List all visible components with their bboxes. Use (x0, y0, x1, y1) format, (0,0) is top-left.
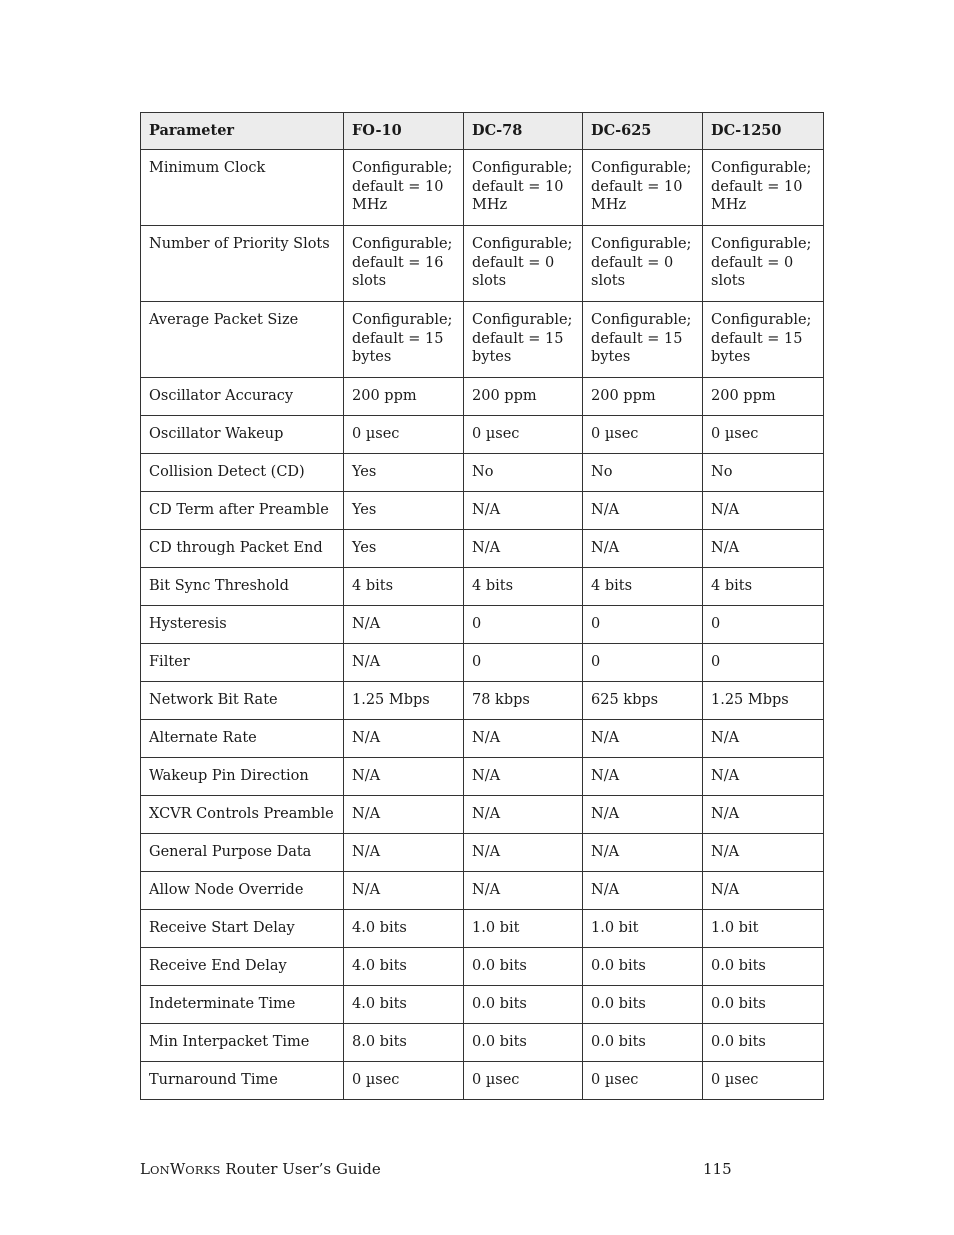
parameter-name-cell: Receive End Delay (141, 948, 344, 986)
table-header-row (141, 113, 824, 150)
parameter-name-cell: Min Interpacket Time (141, 1024, 344, 1062)
value-cell: N/A (464, 872, 583, 910)
value-cell: Configurable; default = 10 MHz (583, 150, 703, 226)
value-cell: N/A (703, 530, 824, 568)
table-row (141, 302, 824, 378)
value-cell: 0 (583, 644, 703, 682)
value-cell: Configurable; default = 10 MHz (344, 150, 464, 226)
value-cell: 200 ppm (464, 378, 583, 416)
value-cell: 0.0 bits (464, 1024, 583, 1062)
header-cell: FO-10 (344, 113, 464, 150)
value-cell: 0 (464, 644, 583, 682)
value-cell: 0.0 bits (583, 948, 703, 986)
value-cell: N/A (344, 834, 464, 872)
table-row (141, 834, 824, 872)
value-cell: 0 µsec (703, 1062, 824, 1100)
parameter-name-cell: Receive Start Delay (141, 910, 344, 948)
table-row (141, 416, 824, 454)
footer-guide-title (140, 1160, 381, 1178)
table-row (141, 644, 824, 682)
value-cell: Configurable; default = 10 MHz (464, 150, 583, 226)
value-cell: N/A (464, 758, 583, 796)
value-cell: 200 ppm (344, 378, 464, 416)
parameter-name-cell: Filter (141, 644, 344, 682)
value-cell: 0 µsec (464, 416, 583, 454)
table-row (141, 606, 824, 644)
value-cell: 4 bits (344, 568, 464, 606)
parameter-name-cell: General Purpose Data (141, 834, 344, 872)
value-cell: Configurable; default = 15 bytes (344, 302, 464, 378)
table-row (141, 1062, 824, 1100)
value-cell: 0 (583, 606, 703, 644)
table-row (141, 758, 824, 796)
parameter-name-cell: Indeterminate Time (141, 986, 344, 1024)
value-cell: 0 µsec (583, 416, 703, 454)
value-cell: 0 µsec (344, 1062, 464, 1100)
header-cell: DC-1250 (703, 113, 824, 150)
footer-title-rest: Router User’s Guide (220, 1160, 381, 1178)
value-cell: 200 ppm (583, 378, 703, 416)
parameter-name-cell: Bit Sync Threshold (141, 568, 344, 606)
table-row (141, 910, 824, 948)
value-cell: N/A (703, 796, 824, 834)
value-cell: 0 µsec (703, 416, 824, 454)
value-cell: N/A (703, 834, 824, 872)
table-row (141, 720, 824, 758)
parameter-name-cell: Network Bit Rate (141, 682, 344, 720)
value-cell: 1.0 bit (464, 910, 583, 948)
header-cell: Parameter (141, 113, 344, 150)
value-cell: 0 (703, 606, 824, 644)
table-row (141, 378, 824, 416)
parameter-name-cell: Oscillator Accuracy (141, 378, 344, 416)
value-cell: 0 µsec (464, 1062, 583, 1100)
table-row (141, 492, 824, 530)
value-cell: N/A (344, 644, 464, 682)
parameter-name-cell: Hysteresis (141, 606, 344, 644)
value-cell: No (583, 454, 703, 492)
table-row (141, 150, 824, 226)
value-cell: Yes (344, 492, 464, 530)
value-cell: 1.25 Mbps (703, 682, 824, 720)
value-cell: N/A (703, 758, 824, 796)
value-cell: N/A (344, 796, 464, 834)
value-cell: N/A (583, 872, 703, 910)
value-cell: 625 kbps (583, 682, 703, 720)
parameter-name-cell: XCVR Controls Preamble (141, 796, 344, 834)
value-cell: 4 bits (464, 568, 583, 606)
value-cell: Configurable; default = 15 bytes (583, 302, 703, 378)
value-cell: N/A (464, 834, 583, 872)
parameter-name-cell: Allow Node Override (141, 872, 344, 910)
value-cell: 0 µsec (344, 416, 464, 454)
table-row (141, 1024, 824, 1062)
value-cell: N/A (344, 872, 464, 910)
parameter-name-cell: Alternate Rate (141, 720, 344, 758)
value-cell: N/A (583, 530, 703, 568)
value-cell: Configurable; default = 0 slots (464, 226, 583, 302)
value-cell: 0.0 bits (464, 986, 583, 1024)
value-cell: Configurable; default = 15 bytes (703, 302, 824, 378)
value-cell: N/A (583, 492, 703, 530)
value-cell: 4 bits (703, 568, 824, 606)
value-cell: 1.0 bit (703, 910, 824, 948)
footer-brand-orks: ORKS (185, 1163, 221, 1177)
value-cell: 4.0 bits (344, 986, 464, 1024)
value-cell: N/A (344, 606, 464, 644)
transceiver-parameters-table (140, 112, 824, 1100)
footer-brand-on: ON (149, 1163, 170, 1177)
header-cell: DC-78 (464, 113, 583, 150)
table-row (141, 530, 824, 568)
footer-brand-l: L (140, 1160, 150, 1178)
table-row (141, 568, 824, 606)
parameter-name-cell: Average Packet Size (141, 302, 344, 378)
value-cell: N/A (344, 758, 464, 796)
table-row (141, 948, 824, 986)
value-cell: Configurable; default = 0 slots (583, 226, 703, 302)
value-cell: 4.0 bits (344, 948, 464, 986)
value-cell: 1.25 Mbps (344, 682, 464, 720)
value-cell: N/A (703, 872, 824, 910)
value-cell: 0.0 bits (703, 1024, 824, 1062)
value-cell: 78 kbps (464, 682, 583, 720)
value-cell: 0 µsec (583, 1062, 703, 1100)
value-cell: N/A (464, 530, 583, 568)
value-cell: No (703, 454, 824, 492)
value-cell: 0.0 bits (464, 948, 583, 986)
table-row (141, 796, 824, 834)
table-row (141, 986, 824, 1024)
value-cell: N/A (464, 720, 583, 758)
value-cell: Configurable; default = 15 bytes (464, 302, 583, 378)
value-cell: 4.0 bits (344, 910, 464, 948)
value-cell: Configurable; default = 16 slots (344, 226, 464, 302)
value-cell: 4 bits (583, 568, 703, 606)
value-cell: 1.0 bit (583, 910, 703, 948)
value-cell: N/A (583, 834, 703, 872)
value-cell: N/A (583, 720, 703, 758)
table-body (141, 150, 824, 1100)
value-cell: 0.0 bits (703, 986, 824, 1024)
page-number: 115 (703, 1160, 732, 1178)
value-cell: N/A (583, 796, 703, 834)
value-cell: N/A (703, 492, 824, 530)
value-cell: 0.0 bits (583, 1024, 703, 1062)
value-cell: 0 (464, 606, 583, 644)
table-row (141, 682, 824, 720)
footer-brand-w: W (169, 1160, 186, 1178)
table-row (141, 226, 824, 302)
value-cell: 8.0 bits (344, 1024, 464, 1062)
parameter-name-cell: Number of Priority Slots (141, 226, 344, 302)
value-cell: N/A (583, 758, 703, 796)
value-cell: Yes (344, 454, 464, 492)
parameter-name-cell: Collision Detect (CD) (141, 454, 344, 492)
value-cell: N/A (464, 492, 583, 530)
parameter-name-cell: Minimum Clock (141, 150, 344, 226)
table-row (141, 872, 824, 910)
parameter-name-cell: Oscillator Wakeup (141, 416, 344, 454)
value-cell: 200 ppm (703, 378, 824, 416)
parameter-name-cell: CD through Packet End (141, 530, 344, 568)
value-cell: Configurable; default = 0 slots (703, 226, 824, 302)
value-cell: 0 (703, 644, 824, 682)
value-cell: N/A (344, 720, 464, 758)
parameter-name-cell: CD Term after Preamble (141, 492, 344, 530)
parameter-name-cell: Turnaround Time (141, 1062, 344, 1100)
value-cell: 0.0 bits (583, 986, 703, 1024)
table-row (141, 454, 824, 492)
value-cell: Yes (344, 530, 464, 568)
value-cell: 0.0 bits (703, 948, 824, 986)
value-cell: N/A (464, 796, 583, 834)
value-cell: No (464, 454, 583, 492)
parameter-name-cell: Wakeup Pin Direction (141, 758, 344, 796)
header-cell: DC-625 (583, 113, 703, 150)
value-cell: Configurable; default = 10 MHz (703, 150, 824, 226)
value-cell: N/A (703, 720, 824, 758)
